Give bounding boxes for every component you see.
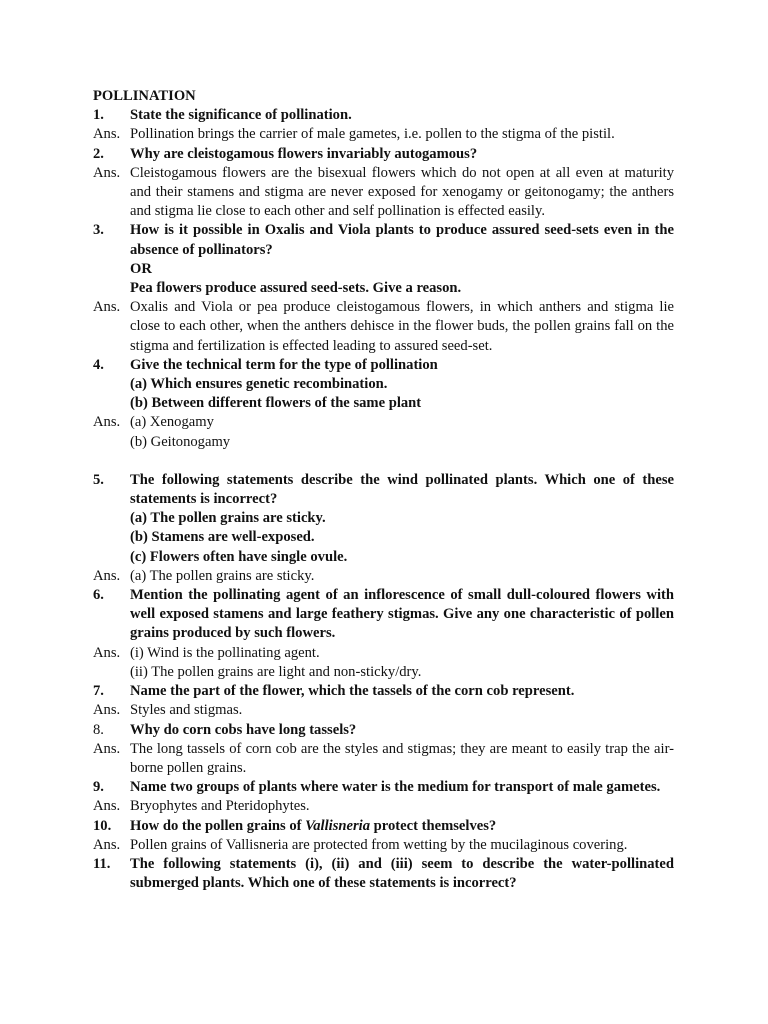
- question-1: [93, 106, 674, 125]
- question-number: 1.: [93, 107, 104, 124]
- question-number: 4.: [93, 356, 104, 373]
- question-option-c: (c) Flowers often have single ovule.: [130, 548, 348, 565]
- answer-text: (b) Geitonogamy: [130, 433, 231, 450]
- answer-5: [93, 567, 674, 586]
- answer-label: Ans.: [93, 702, 121, 719]
- answer-1: [93, 125, 674, 144]
- question-11: [93, 855, 674, 893]
- answer-text: Cleistogamous flowers are the bisexual flowers which do not open at all even at maturity and their stamens and stigma are never exposed for xenogamy or geitonogamy; the anthers and stigma lie close to each other and self pollination is effected easily.: [130, 164, 674, 220]
- question-option-a: (a) The pollen grains are sticky.: [130, 510, 326, 527]
- question-text-post: protect themselves?: [370, 817, 497, 834]
- question-4: [93, 356, 674, 375]
- question-text-pre: How do the pollen grains of: [130, 817, 306, 834]
- question-text: [130, 817, 674, 836]
- question-number: 10.: [93, 817, 112, 834]
- answer-8: [93, 740, 674, 778]
- question-option-b: (b) Between different flowers of the same plant: [130, 395, 422, 412]
- question-number: 2.: [93, 145, 104, 162]
- question-number: 9.: [93, 779, 104, 796]
- question-text: Why are cleistogamous flowers invariably autogamous?: [130, 145, 478, 162]
- question-number: 11.: [93, 855, 111, 872]
- question-text: Name two groups of plants where water is the medium for transport of male gametes.: [130, 779, 661, 796]
- answer-text: (a) The pollen grains are sticky.: [130, 567, 315, 584]
- answer-label: Ans.: [93, 414, 121, 431]
- blank-line: [93, 452, 674, 471]
- answer-10: [93, 836, 674, 855]
- question-6: [93, 586, 674, 644]
- answer-text: Oxalis and Viola or pea produce cleistogamous flowers, in which anthers and stigma lie close to each other, when the anthers dehisce in the flower buds, the pollen grains fall on the stigma and fertilization is effected leading to assured seed-set.: [130, 299, 674, 354]
- answer-text: The long tassels of corn cob are the styles and stigmas; they are meant to easily trap the air-borne pollen grains.: [130, 740, 674, 776]
- question-3: [93, 221, 674, 259]
- question-text: Give the technical term for the type of pollination: [130, 356, 438, 373]
- answer-3: [93, 298, 674, 356]
- question-10: [93, 817, 674, 836]
- answer-2: [93, 164, 674, 222]
- answer-9: [93, 797, 674, 816]
- or-separator: OR: [130, 260, 152, 277]
- question-text: Why do corn cobs have long tassels?: [130, 721, 357, 738]
- answer-label: Ans.: [93, 798, 121, 815]
- question-2: [93, 145, 674, 164]
- answer-text: Styles and stigmas.: [130, 702, 243, 719]
- answer-text: (i) Wind is the pollinating agent.: [130, 644, 320, 661]
- answer-label: Ans.: [93, 299, 121, 316]
- question-number: 5.: [93, 471, 104, 488]
- question-text: Name the part of the flower, which the tassels of the corn cob represent.: [130, 683, 575, 700]
- answer-text: Pollination brings the carrier of male gametes, i.e. pollen to the stigma of the pistil.: [130, 126, 615, 143]
- question-number: 6.: [93, 587, 104, 604]
- page-title: POLLINATION: [93, 88, 196, 104]
- answer-text: Bryophytes and Pteridophytes.: [130, 798, 310, 815]
- question-alt-text: Pea flowers produce assured seed-sets. Give a reason.: [130, 280, 462, 297]
- answer-label: Ans.: [93, 836, 121, 853]
- question-text: State the significance of pollination.: [130, 107, 352, 124]
- question-text: Mention the pollinating agent of an inflorescence of small dull-coloured flowers with well exposed stamens and large feathery stigmas. Give any one characteristic of pollen grains produced by such flowers.: [130, 587, 674, 642]
- answer-label: Ans.: [93, 644, 121, 661]
- species-name: Vallisneria: [305, 817, 371, 834]
- question-text: How is it possible in Oxalis and Viola plants to produce assured seed-sets even in the absence of pollinators?: [130, 222, 674, 258]
- question-5: [93, 471, 674, 509]
- question-number: 3.: [93, 222, 104, 239]
- answer-6: [93, 644, 674, 663]
- answer-label: Ans.: [93, 126, 121, 143]
- question-option-a: (a) Which ensures genetic recombination.: [130, 376, 388, 393]
- answer-text: Pollen grains of Vallisneria are protected from wetting by the mucilaginous covering.: [130, 836, 628, 853]
- document-page: [93, 87, 674, 893]
- answer-label: Ans.: [93, 164, 121, 181]
- answer-7: [93, 701, 674, 720]
- question-9: [93, 778, 674, 797]
- question-7: [93, 682, 674, 701]
- answer-text: (a) Xenogamy: [130, 414, 214, 431]
- answer-text: (ii) The pollen grains are light and non-sticky/dry.: [130, 663, 422, 680]
- question-number: 8.: [93, 721, 104, 738]
- question-text: The following statements describe the wind pollinated plants. Which one of these statements is incorrect?: [130, 471, 674, 508]
- answer-label: Ans.: [93, 740, 121, 757]
- answer-label: Ans.: [93, 567, 121, 584]
- question-text: The following statements (i), (ii) and (iii) seem to describe the water-pollinated submerged plants. Which one of these statements is incorrect?: [130, 855, 674, 892]
- answer-4: [93, 413, 674, 432]
- question-option-b: (b) Stamens are well-exposed.: [130, 529, 315, 546]
- question-number: 7.: [93, 683, 104, 700]
- question-8: [93, 721, 674, 740]
